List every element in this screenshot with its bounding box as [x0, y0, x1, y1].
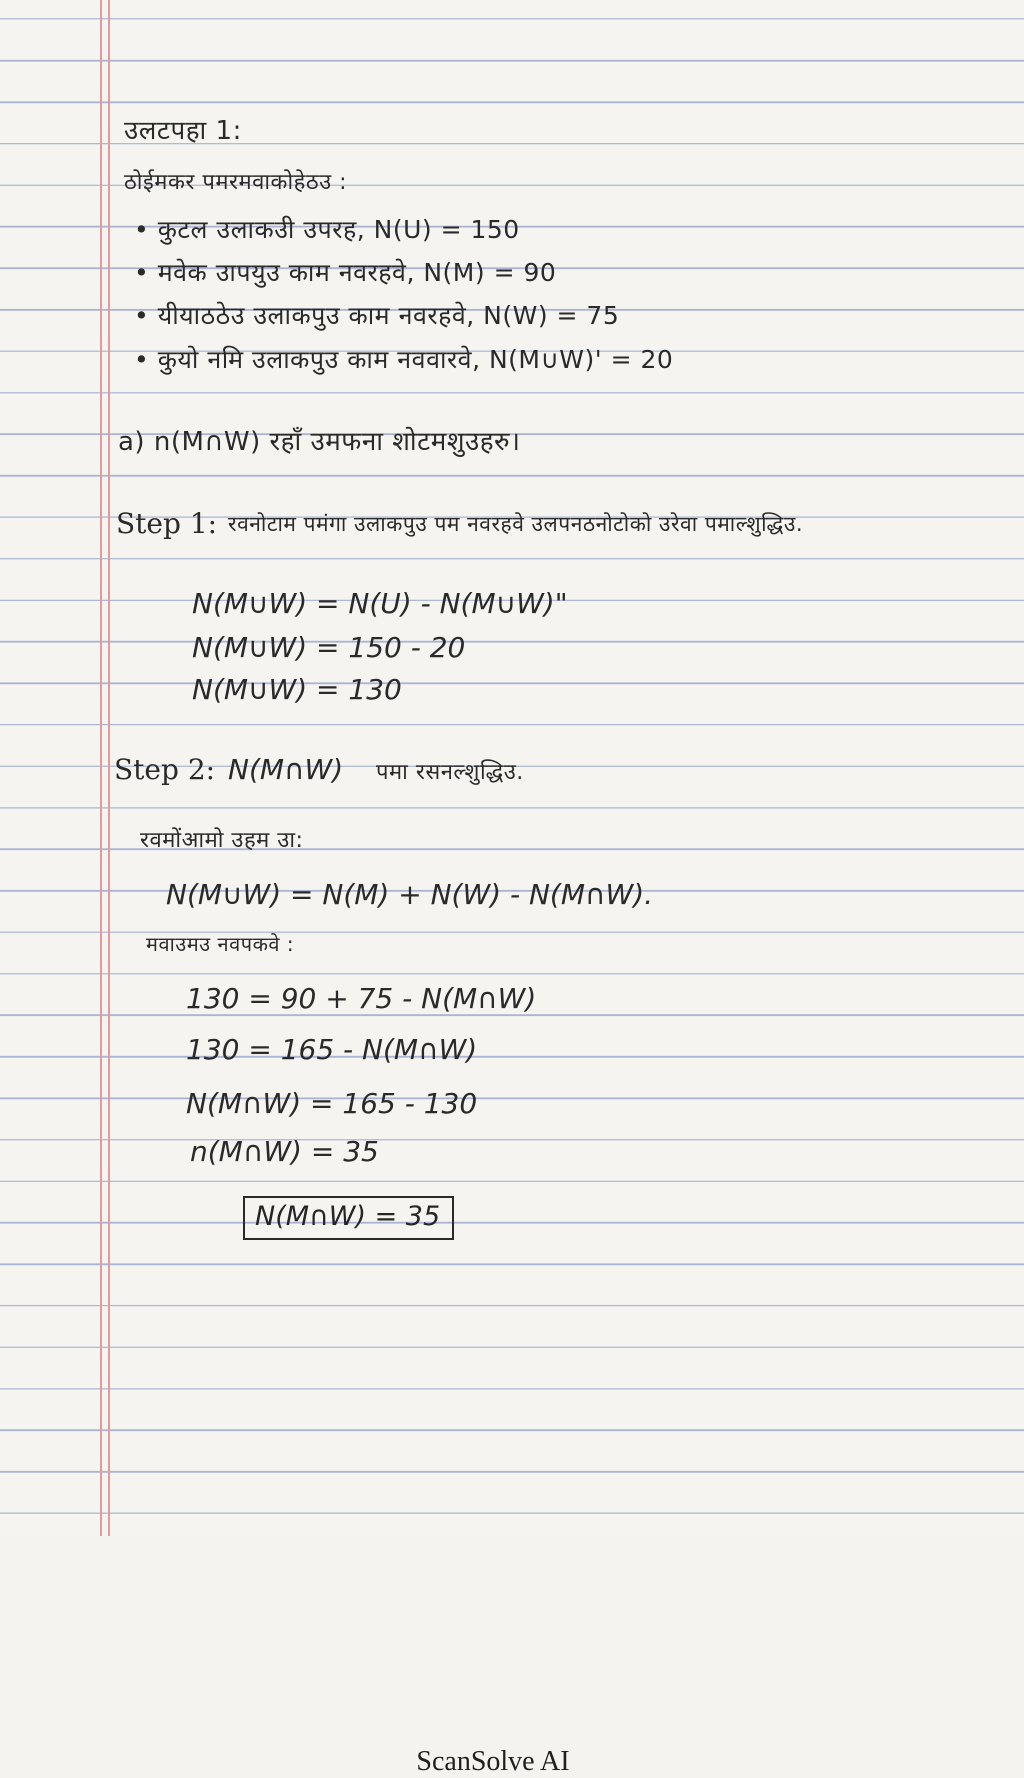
step1-label: Step 1: [116, 507, 218, 540]
step2-equation-1: 130 = 90 + 75 - N(M∩W) [186, 982, 537, 1015]
formula-label: रवमोंआमो उहम उा: [140, 828, 304, 853]
formula-equation: N(M∪W) = N(M) + N(W) - N(M∩W). [166, 878, 654, 911]
step1-equation-3: N(M∪W) = 130 [192, 673, 402, 706]
given-item-universal: • कुटल उलाकउी उपरह, N(U) = 150 [134, 215, 520, 244]
step2-label: Step 2: [114, 753, 216, 786]
question-text: a) n(M∩W) रहाँ उमफना शोटमशुउहरु। [118, 427, 521, 457]
margin-line-left [100, 0, 102, 1536]
step2-equation-3: N(M∩W) = 165 - 130 [186, 1087, 478, 1120]
step1-equation-2: N(M∪W) = 150 - 20 [192, 631, 466, 664]
final-answer-box: N(M∩W) = 35 [243, 1196, 454, 1240]
given-item-w: • यीयाठठेउ उलाकपुउ काम नवरहवे, N(W) = 75 [134, 301, 620, 330]
step2-description-math: N(M∩W) [228, 753, 344, 786]
given-item-m: • मवेक उापयुउ काम नवरहवे, N(M) = 90 [134, 258, 557, 287]
brand-footer: ScanSolve AI [416, 1746, 570, 1777]
given-item-neither: • कुयो नमि उलाकपुउ काम नववारवे, N(M∪W)' = 20 [134, 345, 674, 374]
step2-equation-4: n(M∩W) = 35 [190, 1135, 379, 1168]
step1-equation-1: N(M∪W) = N(U) - N(M∪W)" [192, 587, 568, 620]
given-label: ठोईमकर पमरमवाकोहेठउ : [124, 170, 348, 195]
step1-description: रवनोटाम पमंगा उलाकपुउ पम नवरहवे उलपनठनोटोको उरेवा पमाल्शुद्धिउ. [228, 512, 804, 536]
margin-line-right [108, 0, 110, 1536]
step2-equation-2: 130 = 165 - N(M∩W) [186, 1033, 478, 1066]
substitute-label: मवाउमउ नवपकवे : [146, 932, 295, 956]
problem-heading: उलटपहा 1: [124, 116, 242, 146]
step2-description-text: पमा रसनल्शुद्धिउ. [376, 760, 524, 785]
